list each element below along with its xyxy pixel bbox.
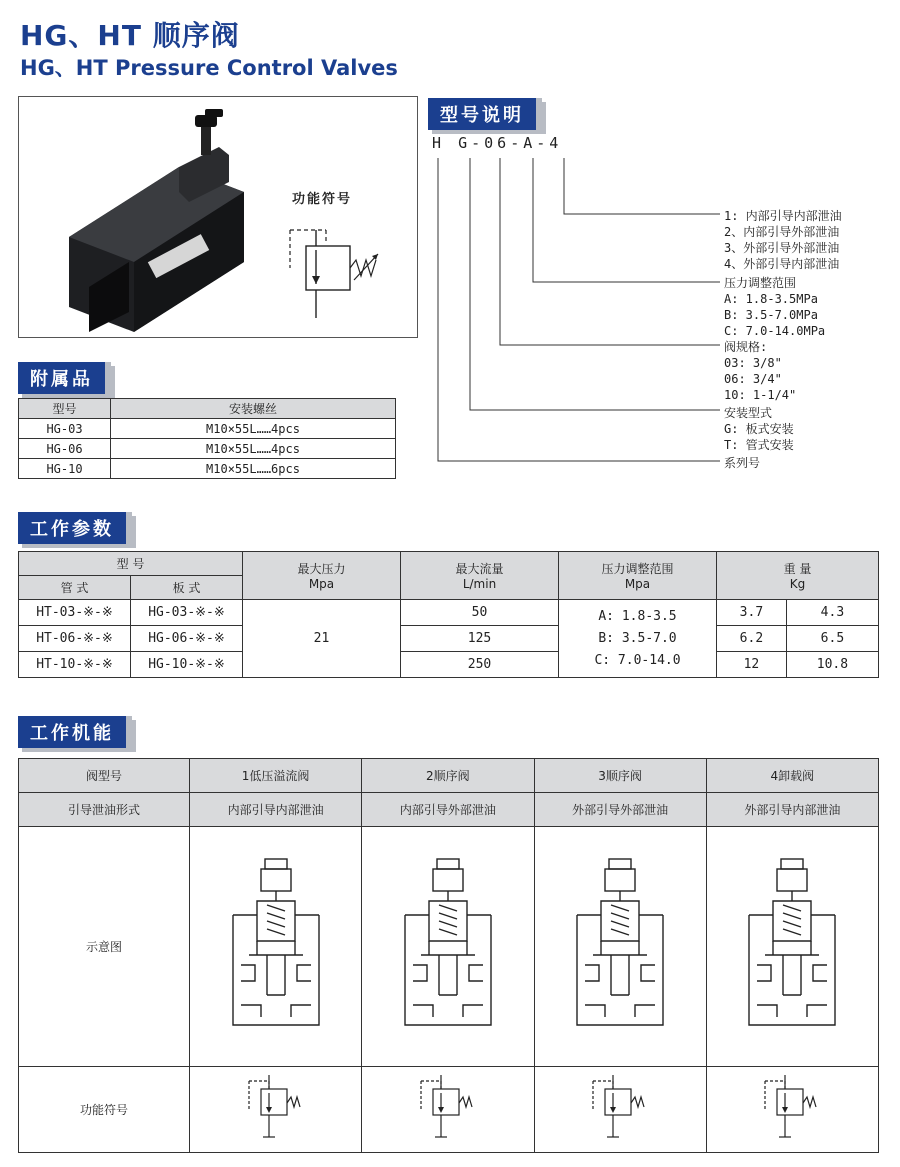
table-row: HT-06-※-※ HG-06-※-※ 125 6.2 6.5: [19, 626, 879, 652]
model-code: [432, 134, 562, 152]
code-part-dash: -: [471, 134, 485, 152]
col-header-flow: 最大流量 L/min: [401, 552, 559, 600]
table-row: HT-03-※-※ HG-03-※-※ 21 50 A: 1.8-3.5 B: 3.5-7.0 C: 7.0-14.0 3.7 4.3: [19, 600, 879, 626]
diagram-cell-2: [362, 827, 534, 1067]
row-label-symbol: 功能符号: [19, 1067, 190, 1153]
col-header-model: 型 号: [19, 552, 243, 576]
symbol-cell-3: [534, 1067, 706, 1153]
model-explanation-badge: 型号说明: [428, 98, 542, 130]
series-label: 系列号: [724, 456, 761, 470]
function-symbol-icon-4: [757, 1073, 827, 1143]
symbol-cell-2: [362, 1067, 534, 1153]
diagram-cell-1: [190, 827, 362, 1067]
type-2: 2顺序阀: [362, 759, 534, 793]
row-label-diagram: 示意图: [19, 827, 190, 1067]
page-title-en: HG、HT Pressure Control Valves: [20, 56, 398, 80]
code-part-series: H: [432, 134, 446, 152]
code-part-mount: G: [458, 134, 472, 152]
diagram-cell-4: [706, 827, 878, 1067]
type-4: 4卸载阀: [706, 759, 878, 793]
type-3: 3顺序阀: [534, 759, 706, 793]
drain-2: 内部引导外部泄油: [362, 793, 534, 827]
code-part-pressure: A: [523, 134, 537, 152]
function-badge: 工作机能: [18, 716, 132, 748]
table-row: HG-06 M10×55L……4pcs: [19, 439, 396, 459]
drain-1: 内部引导内部泄油: [190, 793, 362, 827]
valve-section-diagram-4: [737, 855, 847, 1035]
table-row: HT-10-※-※ HG-10-※-※ 250 12 10.8: [19, 652, 879, 678]
row-label-drain: 引导泄油形式: [19, 793, 190, 827]
function-symbol-icon-1: [241, 1073, 311, 1143]
code-part-dash: -: [536, 134, 550, 152]
table-row: HG-10 M10×55L……6pcs: [19, 459, 396, 479]
code-part-size: 06: [484, 134, 511, 152]
page-title-cn: HG、HT 顺序阀: [20, 19, 240, 52]
parameters-table: [18, 551, 879, 678]
function-symbol-icon-3: [585, 1073, 655, 1143]
row-label-type: 阀型号: [19, 759, 190, 793]
drain-options: 1: 内部引导内部泄油 2、内部引导外部泄油 3、外部引导外部泄油 4、外部引导内部泄油: [724, 209, 842, 271]
table-row: HG-03 M10×55L……4pcs: [19, 419, 396, 439]
max-pressure-value: 21: [243, 600, 401, 678]
code-part-drain: 4: [549, 134, 563, 152]
drain-4: 外部引导内部泄油: [706, 793, 878, 827]
symbol-cell-1: [190, 1067, 362, 1153]
drain-3: 外部引导外部泄油: [534, 793, 706, 827]
function-table: [18, 758, 879, 1153]
diagram-cell-3: [534, 827, 706, 1067]
valve-photo: [29, 97, 289, 337]
function-symbol-label: 功能符号: [292, 192, 353, 207]
valve-section-diagram-2: [393, 855, 503, 1035]
col-header-screw: 安装螺丝: [111, 399, 396, 419]
pressure-range-cell: A: 1.8-3.5 B: 3.5-7.0 C: 7.0-14.0: [559, 600, 717, 678]
col-header-weight: 重 量 Kg: [717, 552, 879, 600]
col-header-range: 压力调整范围 Mpa: [559, 552, 717, 600]
col-header-plate: 板 式: [131, 576, 243, 600]
mount-options: 安装型式 G: 板式安装 T: 管式安装: [724, 406, 794, 452]
col-header-pipe: 管 式: [19, 576, 131, 600]
parameters-badge: 工作参数: [18, 512, 132, 544]
type-1: 1低压溢流阀: [190, 759, 362, 793]
col-header-model: 型号: [19, 399, 111, 419]
valve-section-diagram-3: [565, 855, 675, 1035]
code-part-dash: -: [510, 134, 524, 152]
pressure-options: 压力调整范围 A: 1.8-3.5MPa B: 3.5-7.0MPa C: 7.0-14.0MPa: [724, 276, 826, 338]
accessories-table: [18, 398, 396, 479]
function-symbol-icon: [276, 220, 386, 320]
valve-section-diagram-1: [221, 855, 331, 1035]
accessories-badge: 附属品: [18, 362, 111, 394]
model-code-leader-lines: [430, 152, 730, 468]
col-header-pressure: 最大压力 Mpa: [243, 552, 401, 600]
size-options: 阀规格: 03: 3/8" 06: 3/4" 10: 1-1/4": [724, 340, 797, 402]
symbol-cell-4: [706, 1067, 878, 1153]
function-symbol-icon-2: [413, 1073, 483, 1143]
